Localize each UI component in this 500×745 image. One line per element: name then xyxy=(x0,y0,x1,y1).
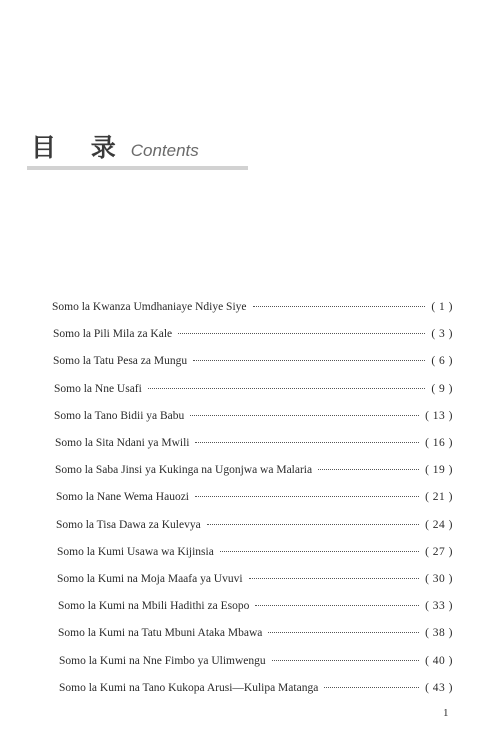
toc-entry-title: Somo la Pili Mila za Kale xyxy=(53,328,173,341)
toc-entry-page: ( 27 ) xyxy=(425,545,453,558)
toc-entry-page: ( 24 ) xyxy=(425,518,453,531)
toc-entry xyxy=(53,328,453,346)
dot-leader xyxy=(195,496,419,497)
dot-leader xyxy=(272,660,419,661)
dot-leader xyxy=(249,578,420,579)
heading-english: Contents xyxy=(130,141,199,160)
toc-entry-page: ( 38 ) xyxy=(425,627,453,640)
toc-entry-title: Somo la Saba Jinsi ya Kukinga na Ugonjwa wa Malaria xyxy=(55,464,313,477)
toc-entry xyxy=(52,301,453,319)
toc-entry xyxy=(57,546,453,564)
dot-leader xyxy=(220,551,419,552)
toc-entry-title: Somo la Sita Ndani ya Mwili xyxy=(55,437,190,449)
toc-entry-page: ( 19 ) xyxy=(425,464,453,477)
dot-leader xyxy=(268,632,419,633)
toc-entry-title: Somo la Kumi na Mbili Hadithi za Esopo xyxy=(58,600,250,613)
toc-entry xyxy=(54,410,453,428)
toc-entry xyxy=(57,573,453,591)
toc-entry xyxy=(58,600,453,618)
dot-leader xyxy=(207,524,419,525)
toc-entry xyxy=(56,519,453,537)
toc-entry xyxy=(55,464,453,482)
toc-entry-title: Somo la Nne Usafi xyxy=(54,382,142,395)
dot-leader xyxy=(324,687,419,688)
toc-entry xyxy=(58,627,453,645)
toc-entry-title: Somo la Kumi na Tano Kukopa Arusi—Kulipa Matanga xyxy=(59,681,319,694)
page-number: 1 xyxy=(443,707,449,719)
dot-leader xyxy=(190,415,419,416)
toc-entry-page: ( 6 ) xyxy=(431,355,453,368)
dot-leader xyxy=(318,469,419,470)
toc-entry-page: ( 13 ) xyxy=(425,409,453,422)
toc-entry-title: Somo la Tano Bidii ya Babu xyxy=(54,409,185,422)
dot-leader xyxy=(193,360,425,361)
dot-leader xyxy=(195,442,419,443)
toc-entry xyxy=(53,355,453,373)
toc-entry-page: ( 40 ) xyxy=(425,654,453,667)
toc-entry xyxy=(54,383,453,401)
toc-entry-page: ( 9 ) xyxy=(431,382,453,395)
toc-entry xyxy=(56,491,453,509)
heading-underline-rule xyxy=(27,166,248,170)
toc-entry-title: Somo la Tisa Dawa za Kulevya xyxy=(56,518,201,531)
toc-entry xyxy=(55,437,453,455)
contents-heading xyxy=(31,128,199,164)
toc-entry-title: Somo la Tatu Pesa za Mungu xyxy=(53,355,188,368)
toc-entry-title: Somo la Kwanza Umdhaniaye Ndiye Siye xyxy=(52,301,247,313)
toc-entry-title: Somo la Kumi na Nne Fimbo ya Ulimwengu xyxy=(59,654,266,667)
toc-entry-title: Somo la Nane Wema Hauozi xyxy=(56,491,189,504)
toc-entry-page: ( 3 ) xyxy=(431,328,453,341)
toc-entry-page: ( 21 ) xyxy=(425,491,453,504)
toc-entry-page: ( 1 ) xyxy=(431,301,453,313)
dot-leader xyxy=(178,333,425,334)
heading-chinese: 目 录 xyxy=(31,133,129,162)
toc-entry-page: ( 16 ) xyxy=(425,437,453,449)
toc-entry-title: Somo la Kumi na Moja Maafa ya Uvuvi xyxy=(57,573,243,585)
toc-entry-title: Somo la Kumi na Tatu Mbuni Ataka Mbawa xyxy=(58,627,263,640)
toc-entry xyxy=(59,682,453,700)
toc-entry-page: ( 43 ) xyxy=(425,681,453,694)
toc-entry-page: ( 30 ) xyxy=(425,573,453,585)
toc-entry xyxy=(59,655,453,673)
toc-entry-page: ( 33 ) xyxy=(425,600,453,613)
dot-leader xyxy=(255,605,419,606)
toc-entry-title: Somo la Kumi Usawa wa Kijinsia xyxy=(57,545,214,558)
dot-leader xyxy=(253,306,426,307)
dot-leader xyxy=(148,388,425,389)
